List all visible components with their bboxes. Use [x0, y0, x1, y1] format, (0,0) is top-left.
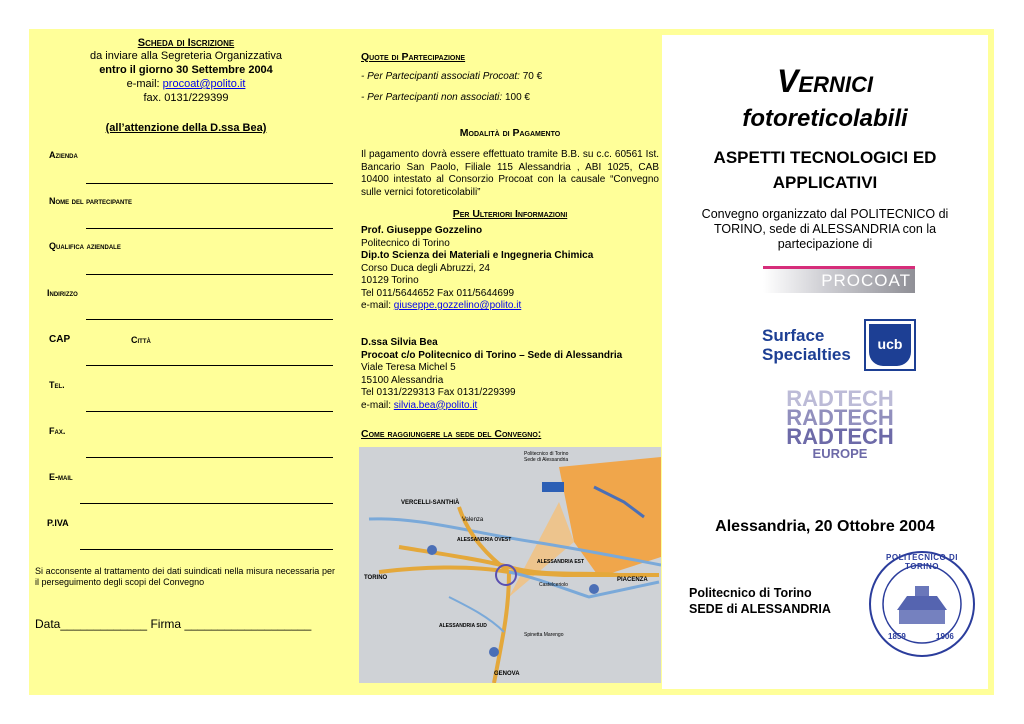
brochure — [29, 29, 994, 695]
map-label-valenza: Valenza — [462, 517, 484, 523]
email-link[interactable]: procoat@polito.it — [162, 78, 246, 90]
azienda-label: Azienda — [49, 150, 78, 160]
qualifica-field[interactable] — [86, 274, 333, 275]
seal-year-1: 1859 — [888, 632, 906, 641]
map-label-torino: TORINO — [364, 575, 388, 581]
piva-field[interactable] — [80, 549, 333, 550]
contact2-email-line: e-mail: silvia.bea@polito.it — [361, 399, 478, 411]
email-label: e-mail: — [126, 78, 160, 90]
azienda-field[interactable] — [86, 183, 333, 184]
convegno-text: Convegno organizzato dal POLITECNICO di TORINO, sede di ALESSANDRIA con la partecipazione di — [701, 207, 949, 251]
indirizzo-field[interactable] — [86, 319, 333, 320]
citta-label: Città — [131, 335, 151, 345]
email-line — [35, 78, 337, 91]
contact2-line2: 15100 Alessandria — [361, 374, 444, 386]
title-fotoreticolabili: fotoreticolabili — [742, 105, 908, 132]
location-map — [359, 447, 661, 683]
fax-text: fax. 0131/229399 — [143, 92, 229, 104]
directions-title: Come raggiungere la sede del Convegno: — [361, 428, 542, 440]
registration-panel — [35, 35, 337, 689]
qualifica-label: Qualifica aziendale — [49, 241, 121, 251]
consent-text: Si acconsente al trattamento dei dati suindicati nella misura necessaria per il perseguimento degli scopi del Convegno — [35, 566, 335, 587]
info-title: Per Ulteriori Informazioni — [452, 208, 568, 220]
email-field-label: E-mail — [49, 472, 73, 482]
contact2-email-link[interactable]: silvia.bea@polito.it — [393, 399, 478, 411]
event-date: Alessandria, 20 Ottobre 2004 — [715, 518, 935, 535]
cover-panel — [662, 35, 988, 689]
contact1-line3: 10129 Torino — [361, 275, 419, 286]
contact1-line2: Corso Duca degli Abruzzi, 24 — [361, 262, 490, 274]
contact1-email-line: e-mail: giuseppe.gozzelino@polito.it — [361, 300, 522, 311]
subtitle-line1: ASPETTI TECNOLOGICI ED — [713, 148, 937, 167]
email-field[interactable] — [80, 503, 333, 504]
seal-text: POLITECNICO DI TORINO — [886, 553, 958, 571]
subtitle-line2: APPLICATIVI — [772, 173, 878, 192]
contact2-org: Procoat c/o Politecnico di Torino – Sede di Alessandria — [361, 349, 623, 361]
ucb-logo: ucb — [864, 319, 916, 371]
nome-label: Nome del partecipante — [49, 196, 132, 206]
contact1-line1: Politecnico di Torino — [361, 237, 450, 249]
nome-field[interactable] — [86, 228, 333, 229]
indirizzo-label: Indirizzo — [47, 288, 78, 298]
map-label-ovest: ALESSANDRIA OVEST — [457, 537, 512, 543]
signature-line[interactable]: Data_____________ Firma ___________________ — [35, 617, 312, 631]
contact2-line1: Viale Teresa Michel 5 — [361, 362, 456, 373]
map-label-spinetta: Spinetta Marengo — [524, 632, 564, 638]
map-label-sud: ALESSANDRIA SUD — [439, 623, 487, 629]
seal-year-2: 1906 — [936, 632, 954, 641]
map-drawing — [359, 447, 661, 683]
title-vernici: Vernici — [777, 63, 873, 99]
map-label-polito: Politecnico di Torino Sede di Alessandria — [524, 451, 569, 463]
quote-title: Quote di Partecipazione — [361, 51, 466, 63]
registration-title: Scheda di Iscrizione — [137, 37, 235, 49]
contact-gozzelino — [361, 225, 593, 313]
contact2-name: D.ssa Silvia Bea — [361, 337, 438, 348]
contact1-line4: Tel 011/5644652 Fax 011/5644699 — [361, 287, 515, 299]
piva-label: P.IVA — [47, 518, 69, 528]
contact-bea — [361, 337, 622, 412]
contact1-name: Prof. Giuseppe Gozzelino — [361, 225, 483, 236]
map-label-genova: GENOVA — [494, 671, 520, 677]
payment-text: Il pagamento dovrà essere effettuato tramite B.B. su c.c. 60561 Ist. Bancario San Paolo, Filiale 115 Alessandria , ABI 1025, CAB 10400 intestato al Consorzio Procoat con la causale “Convegno sulle vernici fotoreticolabili” — [361, 149, 659, 198]
map-label-est: ALESSANDRIA EST — [537, 559, 585, 565]
quote-non-associati: - Per Partecipanti non associati: 100 € — [361, 92, 530, 103]
cap-label: CAP — [49, 334, 71, 345]
tel-field[interactable] — [86, 411, 333, 412]
quote-associati: - Per Partecipanti associati Procoat: 70 € — [361, 71, 543, 82]
contact1-dept: Dip.to Scienza dei Materiali e Ingegneria Chimica — [361, 250, 594, 261]
map-label-piacenza: PIACENZA — [617, 577, 648, 583]
deadline-text: entro il giorno 30 Settembre 2004 — [99, 64, 273, 76]
payment-title: Modalità di Pagamento — [459, 127, 561, 139]
fax-field[interactable] — [86, 457, 333, 458]
cap-citta-field[interactable] — [86, 365, 333, 366]
fax-label: Fax. — [49, 426, 66, 436]
procoat-logo: PROCOAT — [763, 266, 915, 293]
venue-text: Politecnico di Torino SEDE di ALESSANDRIA — [689, 586, 831, 616]
tel-label: Tel. — [49, 380, 65, 390]
contact1-email-link[interactable]: giuseppe.gozzelino@polito.it — [393, 300, 522, 311]
radtech-logo: RADTECH RADTECH RADTECH EUROPE — [786, 386, 894, 461]
attention-text: (all’attenzione della D.ssa Bea) — [105, 122, 267, 134]
info-panel — [359, 35, 661, 689]
contact2-line3: Tel 0131/229313 Fax 0131/229399 — [361, 387, 516, 398]
surface-specialties-logo: Surface Specialties — [762, 326, 851, 364]
map-label-vercelli: VERCELLI-SANTHIÀ — [401, 500, 460, 506]
send-to-text: da inviare alla Segreteria Organizzativa — [90, 50, 282, 62]
map-label-castelceriolo: Castelceriolo — [539, 582, 568, 588]
